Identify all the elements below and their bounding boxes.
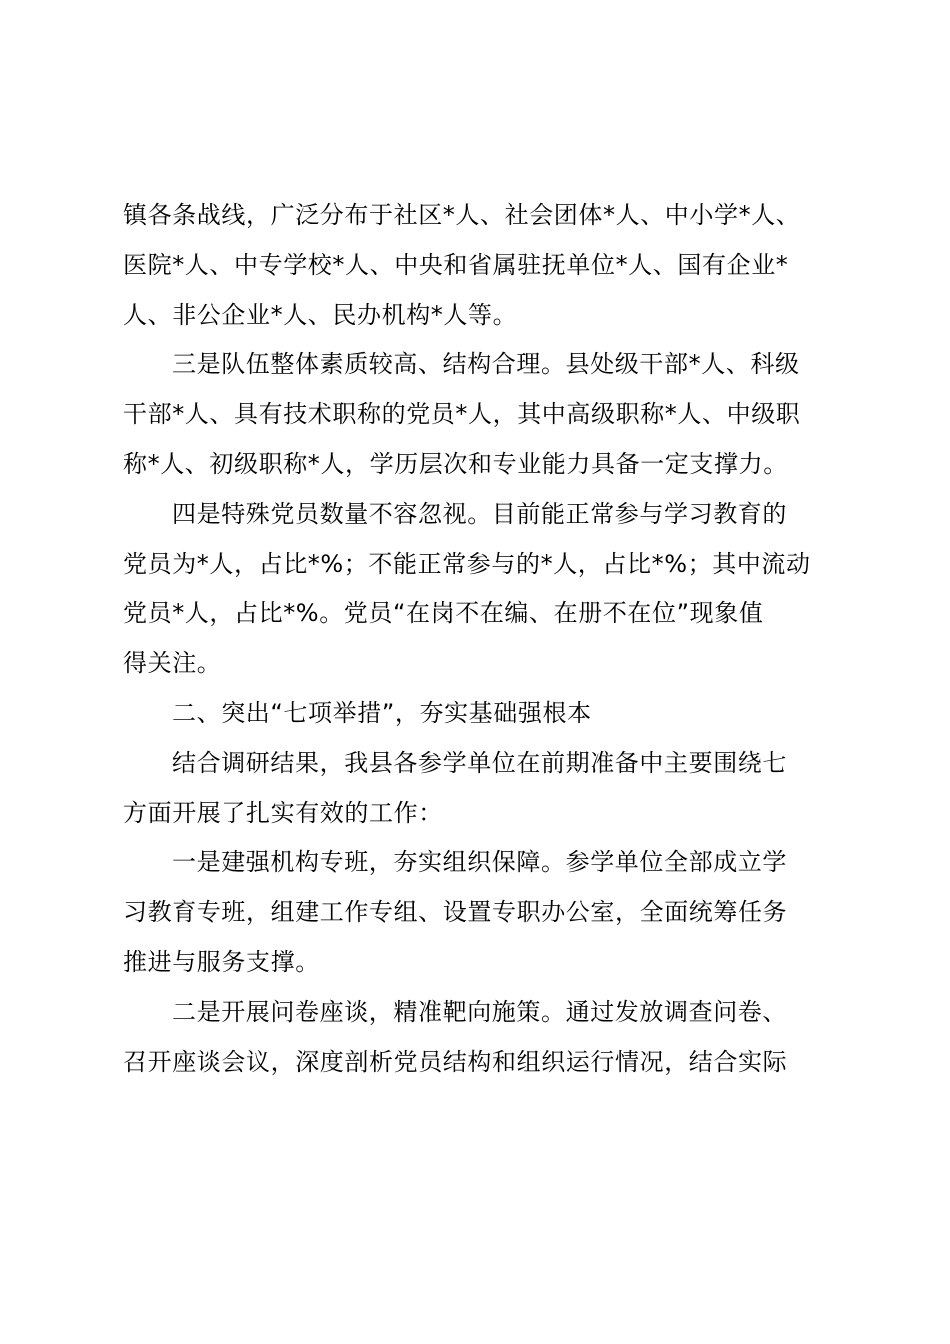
text-line: 人、非公企业*人、民办机构*人等。 [123, 300, 518, 329]
paragraph-first-line: 一是建强机构专班，夯实组织保障。参学单位全部成立学 [172, 848, 787, 877]
document-body [123, 191, 831, 1087]
text-line: 干部*人、具有技术职称的党员*人，其中高级职称*人、中级职 [123, 400, 801, 429]
text-line: 得关注。 [123, 649, 222, 678]
paragraph-first-line: 二是开展问卷座谈，精准靶向施策。通过发放调查问卷、 [172, 997, 787, 1026]
text-line: 召开座谈会议，深度剖析党员结构和组织运行情况，结合实际 [123, 1047, 788, 1076]
section-heading: 二、突出“七项举措”，夯实基础强根本 [172, 698, 592, 727]
text-line: 习教育专班，组建工作专组、设置专职办公室，全面统筹任务 [123, 898, 788, 927]
text-line: 称*人、初级职称*人，学历层次和专业能力具备一定支撑力。 [123, 449, 788, 478]
text-line: 党员为*人，占比*%；不能正常参与的*人，占比*%；其中流动 [123, 549, 811, 578]
paragraph-first-line: 三是队伍整体素质较高、结构合理。县处级干部*人、科级 [172, 350, 800, 379]
text-line: 医院*人、中专学校*人、中央和省属驻抚单位*人、国有企业* [123, 250, 789, 279]
text-line: 方面开展了扎实有效的工作： [123, 798, 443, 827]
text-line: 党员*人，占比*%。党员“在岗不在编、在册不在位”现象值 [123, 599, 764, 628]
text-line: 推进与服务支撑。 [123, 947, 320, 976]
text-line: 镇各条战线，广泛分布于社区*人、社会团体*人、中小学*人、 [123, 201, 801, 229]
paragraph-first-line: 结合调研结果，我县各参学单位在前期准备中主要围绕七 [172, 748, 787, 777]
paragraph-first-line: 四是特殊党员数量不容忽视。目前能正常参与学习教育的 [172, 499, 787, 528]
